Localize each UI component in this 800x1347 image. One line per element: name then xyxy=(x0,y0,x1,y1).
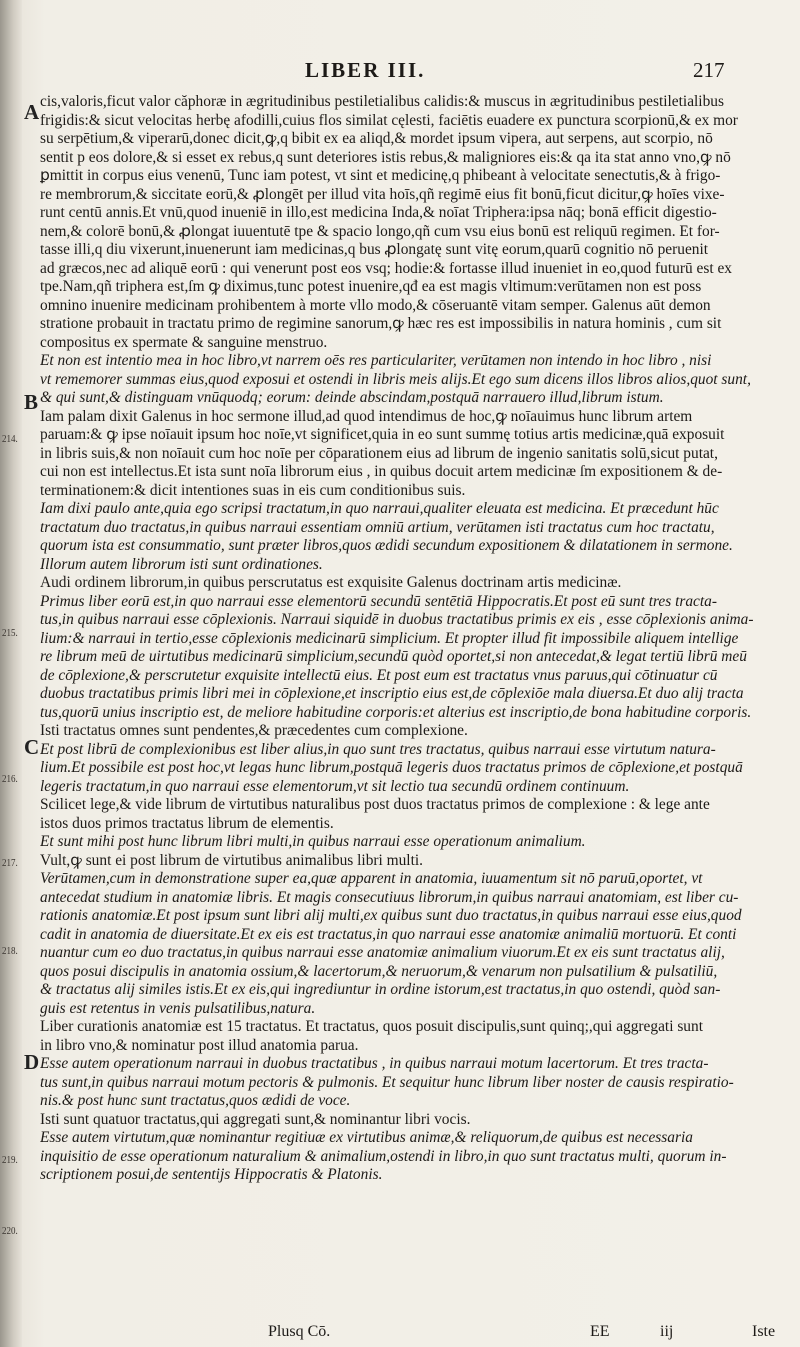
margin-notes xyxy=(0,0,38,1347)
text-line: Iam palam dixit Galenus in hoc sermone illud,ad quod intendimus de hoc,ꝙ noīauimus hunc librum artem xyxy=(40,407,693,425)
text-line: Esse autem operationum narraui in duobus tractatibus , in quibus narraui motum lacertorum. Et tres tracta- xyxy=(40,1055,709,1072)
text-line: tasse illi,q diu vixerunt,inuenerunt iam medicinas,q bus ꝓlongatę sunt vitę eorum,quarū cognitio nō peruenit xyxy=(40,241,709,258)
text-line: tus sunt,in quibus narraui motum pectoris & pulmonis. Et sequitur hunc librum liber noster de causis respiratio- xyxy=(40,1073,734,1091)
text-line: Verūtamen,cum in demonstratione super ea,quæ apparent in anatomia, iuuamentum sit nō paruū,oportet, vt xyxy=(40,870,703,887)
text-line: Isti sunt quatuor tractatus,qui aggregati sunt,& nominantur libri vocis. xyxy=(40,1110,471,1128)
text-line: duobus tractatibus primis libri mei in cōplexione,et inscriptio eius est,de cōplexiōe mala diuersa.Et duo alij tracta xyxy=(40,685,744,702)
margin-note: 216. xyxy=(2,774,18,785)
text-line: cadit in anatomia de diuersitate.Et ex eis est tractatus,in quo narraui esse anatomiæ animaliū mortuorū. Et conti xyxy=(40,925,737,943)
text-line: antecedat studium in anatomiæ libris. Et magis consecutiuus librorum,in quibus narraui anatomiam, est liber cu- xyxy=(40,888,739,906)
text-line: Et non est intentio mea in hoc libro,vt narrem oēs res particulariter, verūtamen non intendo in hoc libro , nisi xyxy=(40,352,712,369)
text-line: scriptionem posui,de sententijs Hippocratis & Platonis. xyxy=(40,1166,383,1183)
text-line: terminationem:& dicit intentiones suas in eis cum conditionibus suis. xyxy=(40,481,466,499)
text-line: Iam dixi paulo ante,quia ego scripsi tractatum,in quo narraui,qualiter eleuata est medicina. Et præcedunt hūc xyxy=(40,500,719,517)
footer-note: Plusq Cō. xyxy=(268,1323,331,1340)
catchword: Iste xyxy=(752,1323,776,1340)
text-line: re librum meū de uirtutibus medicinarū simplicium,secundū quòd oportet,si non antecedat,& legat tertiū librū meū xyxy=(40,648,747,665)
text-line: cui non est intellectus.Et ista sunt noīa librorum eius , in quibus docuit artem medicinæ ſm expositionem & de- xyxy=(40,463,723,480)
text-line: legeris tractatum,in quo narraui esse elementorum,vt sit lectio tua secundū ordinem continuum. xyxy=(40,777,630,795)
margin-note: 214. xyxy=(2,434,18,445)
text-line: nuantur cum eo duo tractatus,in quibus narraui esse anatomiæ animalium viuorum.Et ex eis sunt tractatus alij, xyxy=(40,944,725,961)
text-line: Esse autem virtutum,quæ nominantur regitiuæ ex virtutibus animæ,& reliquorum,de quibus est necessaria xyxy=(40,1129,693,1146)
text-line: quorum ista est consummatio, sunt præter libros,quos ædidi secundum expositionem & dilatationem in sermone. xyxy=(40,537,733,554)
margin-note: 215. xyxy=(2,628,18,639)
text-line: lium.Et possibile est post hoc,vt legas hunc librum,postquā legeris duos tractatus primos de cōplexione,et postquā xyxy=(40,759,743,776)
text-line: guis est retentus in venis pulsatilibus,natura. xyxy=(40,999,316,1017)
text-line: Audi ordinem librorum,in quibus perscrutatus est exquisite Galenus doctrinam artis medicinæ. xyxy=(40,574,622,591)
margin-note: 219. xyxy=(2,1155,18,1166)
running-head: LIBER III. xyxy=(305,58,426,82)
page-header xyxy=(0,58,800,86)
text-line: nem,& colorē bonū,& ꝓlongat iuuentutē tpe & spacio longo,qñ cum vsu eius bonū est reliquū regimen. Et for- xyxy=(40,222,720,240)
text-line: inquisitio de esse operationum naturalium & animalium,ostendi in libro,in quo sunt tractatus multi, quorum in- xyxy=(40,1147,727,1165)
text-line: sentit p eos dolore,& si esset ex rebus,q sunt deteriores istis rebus,& maligniores eis:& qa ita stat anno vno,ꝙ nō xyxy=(40,148,731,166)
text-line: nis.& post hunc sunt tractatus,quos ædidi de voce. xyxy=(40,1092,351,1109)
text-line: su serpētium,& viperarū,donec dicit,ꝙ,q bibit ex ea aliqd,& mordet ipsum vipera, aut serpens, aut scorpio, nō xyxy=(40,130,713,147)
section-letter-b: B xyxy=(24,390,39,414)
text-line: runt centū annis.Et vnū,quod inueniē in illo,est medicina Inda,& noīat Triphera:ipsa nāq; bonā efficit digestio- xyxy=(40,204,717,221)
text-line: vt rememorer summas eius,quod exposui et ostendi in libris meis alijs.Et ego sum dicens illos libros alios,quot sunt, xyxy=(40,370,751,388)
text-line: ad græcos,nec ad aliquē eorū : qui venerunt post eos vsq; hodie:& fortasse illud inueniet in eo,quod futurū est ex xyxy=(40,259,732,277)
text-line: tus,quorū unius inscriptio est, de meliore habitudine corporis:et alterius est inscriptio,de bona habitudine corporis. xyxy=(40,703,752,721)
section-letter-a: A xyxy=(24,100,40,124)
text-line: ꝑmittit in corpus eius venenū, Tunc iam potest, vt sint et medicinę,q phibeant à velocitate senectutis,& à frigo- xyxy=(40,167,721,184)
text-line: & tractatus alij similes istis.Et ex eis,qui ingrediuntur in ordine istorum,est tractatus,in quo ostendi, quòd san- xyxy=(40,981,721,998)
text-line: Isti tractatus omnes sunt pendentes,& præcedentes cum complexione. xyxy=(40,722,468,739)
text-line: tus,in quibus narraui esse cōplexionis. Narraui siquidē in duobus tractatibus primis ex eis , esse cōplexionis anima- xyxy=(40,611,754,628)
margin-note: 218. xyxy=(2,946,18,957)
text-line: tractatum duo tractatus,in quibus narraui essentiam omniū artium, verūtamen isti tractatus cum hoc tractatu, xyxy=(40,518,715,536)
show-through-text xyxy=(150,64,161,87)
text-line: in libro vno,& nominatur post illud anatomia parua. xyxy=(40,1036,359,1054)
text-line: Scilicet lege,& vide librum de virtutibus naturalibus post duos tractatus primos de complexione : & lege ante xyxy=(40,796,710,813)
text-line: re membrorum,& siccitate eorū,& ꝓlongēt per illud vita hoīs,qñ regimē eius fit bonū,ficut dicitur,ꝙ hoīes vixe- xyxy=(40,185,725,203)
margin-note: 220. xyxy=(2,1226,18,1237)
text-line: Vult,ꝙ sunt ei post librum de virtutibus animalibus libri multi. xyxy=(40,851,423,869)
text-line: Liber curationis anatomiæ est 15 tractatus. Et tractatus, quos posuit discipulis,sunt quinq;,qui aggregati sunt xyxy=(40,1018,703,1035)
text-line: cis,valoris,ficut valor căphoræ in ægritudinibus pestiletialibus calidis:& muscus in ægritudinibus pestiletialibus xyxy=(40,93,724,110)
text-line: paruam:& ꝙ ipse noīauit ipsum hoc noīe,vt significet,quia in eo sunt summę totius artis medicinæ,quā exposuit xyxy=(40,426,725,443)
text-line: tpe.Nam,qñ triphera est,ſm ꝙ diximus,tunc potest inuenire,qđ ea est magis vltimum:verūtamen non est poss xyxy=(40,278,702,295)
text-line: lium:& narraui in tertio,esse cōplexionis medicinarū simplicium. Et propter illud fit impossibile aliquem intellige xyxy=(40,629,739,647)
text-line: & qui sunt,& distinguam vnūquodq; eorum: deinde abscindam,postquā narrauero illud,librum istum. xyxy=(40,389,664,406)
text-line: compositus ex spermate & sanguine menstruo. xyxy=(40,333,328,351)
signature-number: iij xyxy=(660,1323,674,1340)
signature-mark: EE xyxy=(590,1323,610,1340)
text-line: de cōplexione,& perscrutetur exquisite intellectū eius. Et post eum est tractatus vnus paruus,qui cōtinuatur cū xyxy=(40,666,718,684)
text-line: istos duos primos tractatus librum de elementis. xyxy=(40,814,334,832)
margin-note: 217. xyxy=(2,858,18,869)
page-footer xyxy=(0,1323,800,1345)
section-letter-d: D xyxy=(24,1050,40,1074)
text-line: omnino inuenire medicinam prohibentem à morte vllo modo,& cōseruantē vitam semper. Galenus aūt demon xyxy=(40,296,711,314)
text-line: Primus liber eorū est,in quo narraui esse elementorū secundū sentētiā Hippocratis.Et post eū sunt tres tracta- xyxy=(40,592,717,610)
text-line: Et sunt mihi post hunc librum libri multi,in quibus narraui esse operationum animalium. xyxy=(40,833,586,850)
body-text xyxy=(40,93,792,1185)
text-line: quos posui discipulis in anatomia ossium,& lacertorum,& neruorum,& venarum non pulsatilium & pulsatiliū, xyxy=(40,962,718,980)
text-line: stratione probauit in tractatu primo de regimine sanorum,ꝙ hæc res est impossibilis in natura hominis , cum sit xyxy=(40,315,722,332)
text-line: in libris suis,& non noīauit cum hoc noīe per cōparationem eius ad librum de ingenio sanitatis solū,sicut putat, xyxy=(40,444,718,462)
text-line: frigidis:& sicut velocitas herbę afodilli,cuius flos similat cęlesti, faciētis euadere ex punctura scorpionū,& ex mor xyxy=(40,111,738,129)
text-line: Et post librū de complexionibus est liber alius,in quo sunt tres tractatus, quibus narraui esse virtutum natura- xyxy=(40,740,716,758)
section-letter-c: C xyxy=(24,735,40,759)
text-line: Illorum autem librorum isti sunt ordinationes. xyxy=(40,555,323,573)
page-number: 217 xyxy=(693,58,725,82)
text-line: rationis anatomiæ.Et post ipsum sunt libri alij multi,ex quibus sunt duo tractatus,in quibus narraui esse eius,quod xyxy=(40,907,742,924)
